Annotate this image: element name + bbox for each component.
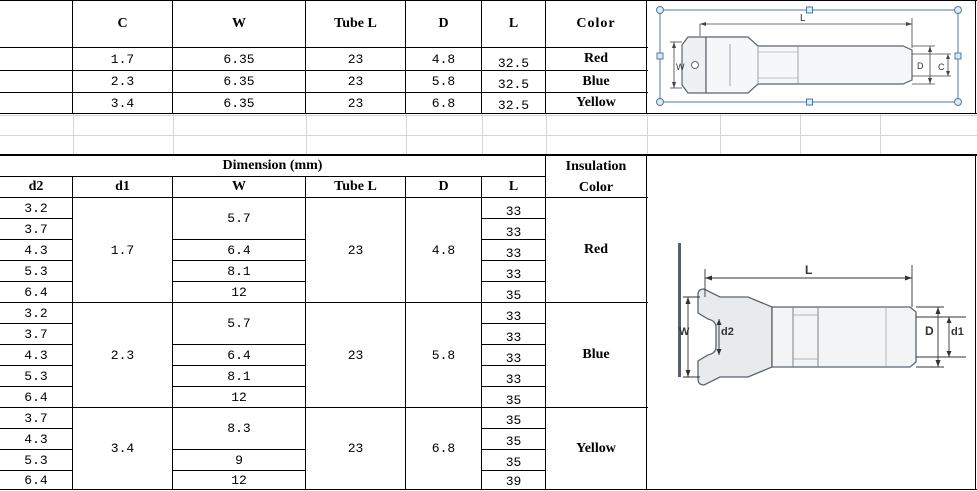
- cell-l: 33: [505, 350, 522, 366]
- cell-insulation-color: Yellow: [576, 440, 616, 456]
- cell-d2: 6.4: [24, 284, 48, 300]
- cell-w: 5.7: [227, 316, 251, 331]
- cell-w: 8.1: [227, 263, 251, 279]
- cell-d2: 4.3: [24, 242, 48, 258]
- cell-d2: 5.3: [24, 368, 48, 384]
- cell-w: 8.1: [227, 368, 251, 384]
- terminal-diagram-flat[interactable]: [648, 2, 974, 112]
- header-tube-l: Tube L: [334, 16, 377, 31]
- diagram2-label-d1: d1: [951, 326, 964, 338]
- cell-d2: 3.7: [24, 221, 48, 237]
- cell-d2: 3.7: [24, 410, 48, 426]
- header-d2: d2: [28, 179, 44, 194]
- diagram1-label-l: L: [800, 13, 806, 24]
- cell-l: 33: [505, 308, 522, 324]
- cell-d: 5.8: [431, 347, 456, 363]
- cell-d2: 3.2: [24, 305, 48, 321]
- cell-w: 8.3: [227, 421, 251, 436]
- cell-l: 35: [505, 392, 522, 408]
- cell-w: 12: [231, 472, 247, 488]
- cell-w: 6.4: [227, 347, 251, 363]
- cell-tube-l: 23: [347, 242, 364, 258]
- cell-l: 33: [505, 224, 522, 240]
- diagram2-label-d: D: [925, 324, 934, 338]
- cell-tube-l: 23: [347, 51, 364, 67]
- cell-d2: 3.2: [24, 200, 48, 216]
- cell-w: 5.7: [227, 211, 251, 226]
- cell-tube-l: 23: [347, 95, 364, 111]
- cell-w: 6.35: [223, 51, 255, 67]
- cell-d1: 3.4: [110, 441, 135, 456]
- cell-l: 35: [505, 412, 522, 428]
- cell-l: 35: [505, 454, 522, 470]
- cell-w: 12: [231, 389, 247, 405]
- cell-d2: 5.3: [24, 452, 48, 468]
- cell-d2: 4.3: [24, 347, 48, 363]
- cell-w: 6.35: [223, 74, 255, 89]
- header-color: Color: [576, 16, 616, 31]
- header-d: D: [438, 179, 449, 194]
- cell-l: 35: [505, 287, 522, 303]
- cell-color: Yellow: [576, 95, 616, 110]
- cell-d: 6.8: [431, 95, 456, 111]
- cell-l: 32.5: [497, 55, 530, 71]
- cell-l: 33: [505, 245, 522, 261]
- cell-d: 5.8: [431, 74, 456, 89]
- cell-c: 3.4: [110, 95, 135, 111]
- cell-l: 32.5: [497, 97, 530, 113]
- cell-d: 6.8: [431, 441, 456, 456]
- cell-l: 33: [505, 266, 522, 282]
- cell-w: 9: [235, 452, 243, 468]
- header-w: W: [232, 16, 246, 31]
- header-insulation-color: Color: [578, 179, 614, 195]
- header-l: L: [508, 179, 519, 194]
- cell-l: 32.5: [497, 77, 530, 92]
- cell-l: 35: [505, 433, 522, 449]
- diagram2-label-l: L: [805, 263, 813, 277]
- cell-insulation-color: Red: [583, 242, 609, 257]
- header-d: D: [438, 16, 449, 31]
- cell-d2: 6.4: [24, 472, 48, 488]
- cell-tube-l: 23: [347, 441, 364, 456]
- cell-l: 33: [505, 371, 522, 387]
- cell-color: Blue: [582, 73, 610, 89]
- cell-d: 4.8: [431, 51, 456, 67]
- cell-c: 1.7: [110, 51, 135, 67]
- header-l: L: [508, 16, 519, 31]
- cell-d1: 2.3: [110, 347, 135, 363]
- cell-d1: 1.7: [110, 242, 135, 258]
- cell-insulation-color: Blue: [582, 347, 610, 362]
- cell-color: Red: [583, 51, 609, 66]
- header-tube-l: Tube L: [334, 179, 377, 194]
- cell-d2: 5.3: [24, 263, 48, 279]
- cell-l: 33: [505, 203, 522, 219]
- terminal-diagram-spade: [648, 157, 974, 488]
- diagram2-label-d2: d2: [721, 326, 734, 338]
- diagram1-label-w: W: [676, 62, 685, 72]
- header-w: W: [232, 179, 246, 194]
- cell-c: 2.3: [110, 74, 135, 89]
- cell-w: 12: [231, 284, 247, 300]
- header-d1: d1: [115, 179, 130, 194]
- cell-d2: 4.3: [24, 431, 48, 447]
- cell-w: 6.4: [227, 242, 251, 258]
- cell-l: 39: [505, 474, 522, 489]
- table-title: Dimension (mm): [222, 158, 323, 173]
- diagram1-label-c: C: [938, 62, 945, 72]
- diagram2-label-w: W: [679, 326, 690, 338]
- header-insulation: Insulation: [565, 159, 627, 174]
- cell-tube-l: 23: [347, 347, 364, 363]
- diagram1-label-d: D: [917, 61, 924, 71]
- cell-d: 4.8: [431, 242, 456, 258]
- cell-l: 33: [505, 329, 522, 345]
- header-c: C: [117, 16, 128, 31]
- cell-w: 6.35: [223, 95, 255, 111]
- cell-d2: 6.4: [24, 389, 48, 405]
- cell-d2: 3.7: [24, 326, 48, 342]
- cell-tube-l: 23: [347, 74, 364, 89]
